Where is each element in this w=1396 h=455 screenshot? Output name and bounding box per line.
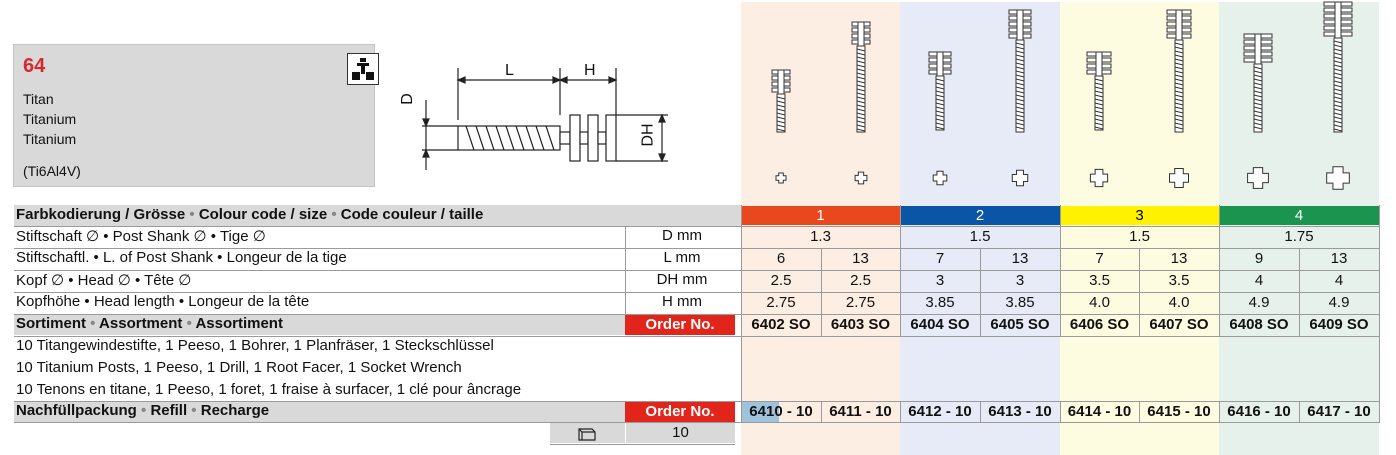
- head-length-value-4: 3.85: [1005, 294, 1035, 311]
- cross-head-icon: [855, 172, 867, 184]
- assortment-desc-fr-text: 10 Tenons en titane, 1 Peeso, 1 foret, 1 fraise à surfacer, 1 clé pour âncrage: [16, 381, 522, 398]
- row-length-label: Stiftschaftl. • L. of Post Shank • Longeur de la tige: [16, 249, 347, 266]
- post-symbol-icon: [347, 53, 379, 85]
- row-length: [14, 248, 741, 269]
- header-title-en: Colour code / size: [198, 206, 328, 223]
- length-value-7: 9: [1254, 250, 1264, 267]
- refill-order-code-8: 6417 - 10: [1307, 403, 1371, 420]
- assortment-order-code-3: 6404 SO: [910, 316, 970, 333]
- grid-line: [14, 292, 1379, 293]
- grid-line: [1299, 401, 1300, 423]
- cross-head-icon: [1327, 167, 1350, 190]
- head-length-value-5: 4.0: [1089, 294, 1110, 311]
- grid-line: [821, 401, 822, 423]
- grid-line: [1060, 205, 1061, 336]
- head-value-1: 2.5: [770, 272, 792, 289]
- head-value-8: 4: [1334, 272, 1344, 289]
- row-head-length: [14, 292, 741, 313]
- assortment-order-code-5: 6406 SO: [1069, 316, 1130, 333]
- assortment-order-code-2: 6403 SO: [830, 316, 891, 333]
- head-length-value-2: 2.75: [845, 294, 876, 311]
- shank-value-2: 1.5: [969, 228, 991, 245]
- grid-line: [1139, 401, 1140, 423]
- cross-head-icon: [1170, 169, 1189, 188]
- color-code-2: 2: [900, 206, 1060, 225]
- assortment-label-fr: Assortiment: [195, 315, 283, 332]
- head-value-3: 3: [935, 272, 945, 289]
- cross-head-icon: [1012, 170, 1027, 185]
- refill-order-code-7: 6416 - 10: [1227, 403, 1291, 420]
- assortment-order-code-1: 6402 SO: [751, 316, 811, 333]
- head-value-2: 2.5: [850, 272, 871, 289]
- diagram-label-l: L: [505, 62, 514, 79]
- grid-line: [625, 226, 626, 314]
- assortment-desc-en-text: 10 Titanium Posts, 1 Peeso, 1 Drill, 1 Root Facer, 1 Socket Wrench: [16, 359, 462, 376]
- row-length-unit: L mm: [663, 249, 701, 266]
- refill-label-en: Refill: [150, 402, 188, 419]
- post-drawing-7: [1244, 34, 1272, 132]
- post-drawing-4: [1009, 10, 1031, 132]
- grid-line: [550, 444, 735, 445]
- cross-head-icon: [933, 171, 947, 185]
- head-length-value-7: 4.9: [1248, 294, 1270, 311]
- product-number: 64: [23, 55, 46, 77]
- product-card: [13, 44, 375, 187]
- head-length-value-1: 2.75: [766, 294, 796, 311]
- cross-head-icon: [1248, 168, 1269, 189]
- length-value-1: 6: [776, 250, 786, 267]
- refill-row: [14, 401, 625, 422]
- grid-line: [1299, 248, 1300, 336]
- grid-line: [14, 248, 1379, 249]
- assortment-order-label: Order No.: [625, 314, 735, 335]
- row-shank-label: Stiftschaft ∅ • Post Shank ∅ • Tige ∅: [16, 228, 266, 245]
- row-head-label: Kopf ∅ • Head ∅ • Tête ∅: [16, 272, 192, 289]
- assortment-label: Sortiment • Assortment • Assortiment: [16, 315, 283, 332]
- head-value-6: 3.5: [1168, 272, 1190, 289]
- head-length-value-6: 4.0: [1168, 294, 1190, 311]
- assortment-desc-de: [14, 336, 741, 357]
- grid-line: [900, 205, 901, 336]
- assortment-label-de: Sortiment: [16, 315, 87, 332]
- post-drawing-6: [1167, 10, 1191, 132]
- refill-label-fr: Recharge: [200, 402, 270, 419]
- post-drawing-1: [772, 70, 790, 132]
- head-value-5: 3.5: [1089, 272, 1110, 289]
- grid-line: [1219, 401, 1220, 423]
- material-fr: Titanium: [23, 131, 77, 147]
- refill-order-code-5: 6414 - 10: [1067, 403, 1132, 420]
- post-drawing-8: [1324, 2, 1352, 132]
- post-drawing-5: [1087, 52, 1111, 130]
- length-value-5: 7: [1095, 250, 1104, 267]
- refill-order-code-2: 6411 - 10: [829, 403, 892, 420]
- length-value-3: 7: [935, 250, 945, 267]
- shank-value-4: 1.75: [1284, 228, 1314, 245]
- row-head: [14, 270, 741, 291]
- cross-head-icon: [776, 173, 786, 183]
- head-value-4: 3: [1015, 272, 1025, 289]
- cross-head-icon: [1090, 169, 1107, 186]
- grid-line: [900, 401, 901, 423]
- refill-order-code-4: 6413 - 10: [988, 403, 1052, 420]
- header-row: [14, 205, 741, 226]
- post-drawing-2: [852, 22, 870, 132]
- grid-line: [14, 336, 1379, 337]
- refill-order-label: Order No.: [625, 401, 735, 422]
- shank-value-3: 1.5: [1129, 228, 1150, 245]
- header-title-de: Farbkodierung / Grösse: [16, 206, 186, 223]
- assortment-order-code-8: 6409 SO: [1309, 316, 1369, 333]
- package-icon: [550, 423, 625, 443]
- length-value-4: 13: [1011, 250, 1029, 267]
- header-label: Farbkodierung / Grösse • Colour code / size • Code couleur / taille: [16, 206, 484, 223]
- post-illustrations: [741, 0, 1381, 200]
- alloy-label: (Ti6Al4V): [23, 163, 81, 179]
- length-value-6: 13: [1170, 250, 1188, 267]
- grid-line: [14, 226, 1379, 227]
- grid-line: [1379, 205, 1380, 423]
- post-drawing-3: [929, 52, 951, 130]
- color-code-3: 3: [1060, 206, 1219, 225]
- row-head-length-label: Kopfhöhe • Head length • Longeur de la tête: [16, 293, 310, 310]
- grid-line: [741, 205, 742, 423]
- header-title-fr: Code couleur / taille: [340, 206, 484, 223]
- grid-line: [1060, 401, 1061, 423]
- assortment-desc-fr: [14, 380, 741, 401]
- grid-line: [14, 401, 1379, 402]
- grid-line: [1139, 248, 1140, 336]
- assortment-order-code-4: 6405 SO: [990, 316, 1050, 333]
- length-value-2: 13: [852, 250, 869, 267]
- refill-order-code-6: 6415 - 10: [1147, 403, 1211, 420]
- assortment-order-code-7: 6408 SO: [1229, 316, 1289, 333]
- diagram-label-d: D: [398, 93, 416, 105]
- assortment-row: [14, 314, 625, 335]
- head-length-value-8: 4.9: [1328, 294, 1350, 311]
- pack-quantity: 10: [626, 423, 735, 443]
- row-shank: [14, 226, 741, 247]
- refill-order-code-3: 6412 - 10: [908, 403, 972, 420]
- package-cell: [550, 423, 625, 443]
- material-en: Titanium: [23, 111, 77, 127]
- color-code-1: 1: [741, 206, 900, 225]
- grid-line: [821, 248, 822, 336]
- diagram-label-dh: DH: [639, 123, 657, 147]
- grid-line: [1219, 205, 1220, 336]
- assortment-order-code-6: 6407 SO: [1149, 316, 1209, 333]
- post-dimension-diagram: [400, 60, 680, 190]
- grid-line: [980, 248, 981, 336]
- head-value-7: 4: [1254, 272, 1264, 289]
- refill-label: Nachfüllpackung • Refill • Recharge: [16, 402, 270, 419]
- grid-line: [980, 401, 981, 423]
- color-code-4: 4: [1219, 206, 1379, 225]
- row-head-unit: DH mm: [656, 271, 708, 288]
- grid-line: [14, 314, 1379, 315]
- refill-label-de: Nachfüllpackung: [16, 402, 137, 419]
- shank-value-1: 1.3: [810, 228, 831, 245]
- assortment-desc-de-text: 10 Titangewindestifte, 1 Peeso, 1 Bohrer, 1 Planfräser, 1 Steckschlüssel: [16, 337, 494, 354]
- assortment-desc-en: [14, 358, 741, 379]
- material-de: Titan: [23, 91, 54, 107]
- row-shank-unit: D mm: [662, 227, 702, 244]
- row-head-length-unit: H mm: [662, 293, 702, 310]
- grid-line: [14, 270, 1379, 271]
- diagram-label-h: H: [584, 62, 596, 79]
- length-value-8: 13: [1330, 250, 1348, 267]
- refill-order-code-1: 6410 - 10: [741, 402, 821, 422]
- assortment-label-en: Assortment: [99, 315, 183, 332]
- head-length-value-3: 3.85: [925, 294, 955, 311]
